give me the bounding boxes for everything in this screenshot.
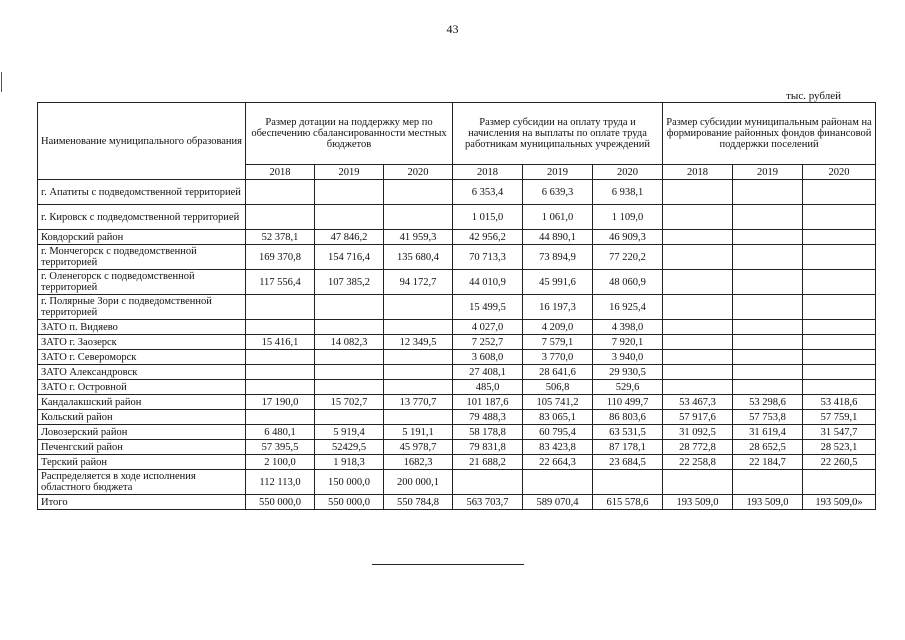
header-year: 2018 <box>246 165 315 180</box>
header-name: Наименование муниципального образования <box>38 103 246 180</box>
value-cell: 7 252,7 <box>453 335 523 350</box>
value-cell <box>663 295 733 320</box>
table-row <box>38 180 876 205</box>
value-cell <box>384 295 453 320</box>
value-cell <box>733 365 803 380</box>
value-cell <box>246 410 315 425</box>
value-cell <box>803 350 876 365</box>
value-cell: 42 956,2 <box>453 230 523 245</box>
value-cell: 1 109,0 <box>593 205 663 230</box>
value-cell: 63 531,5 <box>593 425 663 440</box>
value-cell <box>733 320 803 335</box>
row-name: Терский район <box>38 455 246 470</box>
value-cell <box>384 320 453 335</box>
value-cell: 193 509,0 <box>663 495 733 510</box>
row-name: ЗАТО Александровск <box>38 365 246 380</box>
row-name: Печенгский район <box>38 440 246 455</box>
value-cell: 169 370,8 <box>246 245 315 270</box>
table-row <box>38 425 876 440</box>
value-cell: 3 608,0 <box>453 350 523 365</box>
value-cell <box>803 205 876 230</box>
value-cell <box>733 230 803 245</box>
value-cell: 73 894,9 <box>523 245 593 270</box>
value-cell: 83 065,1 <box>523 410 593 425</box>
value-cell: 550 784,8 <box>384 495 453 510</box>
value-cell <box>315 350 384 365</box>
row-name: ЗАТО п. Видяево <box>38 320 246 335</box>
value-cell: 86 803,6 <box>593 410 663 425</box>
value-cell <box>315 205 384 230</box>
value-cell <box>315 295 384 320</box>
value-cell: 23 684,5 <box>593 455 663 470</box>
row-name: Кандалакшский район <box>38 395 246 410</box>
table-row <box>38 350 876 365</box>
header-year: 2020 <box>593 165 663 180</box>
value-cell: 28 772,8 <box>663 440 733 455</box>
value-cell: 550 000,0 <box>246 495 315 510</box>
value-cell <box>384 350 453 365</box>
value-cell: 1 918,3 <box>315 455 384 470</box>
header-year: 2019 <box>523 165 593 180</box>
value-cell <box>315 410 384 425</box>
value-cell: 28 523,1 <box>803 440 876 455</box>
table-row <box>38 470 876 495</box>
header-group-subsidy-balance: Размер дотации на поддержку мер по обеспечению сбалансированности местных бюджетов <box>246 103 453 165</box>
row-name: Ковдорский район <box>38 230 246 245</box>
value-cell <box>523 470 593 495</box>
value-cell: 58 178,8 <box>453 425 523 440</box>
value-cell <box>803 270 876 295</box>
table-row <box>38 245 876 270</box>
value-cell <box>246 295 315 320</box>
value-cell <box>733 180 803 205</box>
value-cell: 21 688,2 <box>453 455 523 470</box>
row-name: Распределяется в ходе исполнения областного бюджета <box>38 470 246 495</box>
row-name: г. Мончегорск с подведомственной территорией <box>38 245 246 270</box>
table-row <box>38 335 876 350</box>
value-cell: 589 070,4 <box>523 495 593 510</box>
value-cell: 506,8 <box>523 380 593 395</box>
value-cell: 15 702,7 <box>315 395 384 410</box>
value-cell: 16 925,4 <box>593 295 663 320</box>
row-name: ЗАТО г. Островной <box>38 380 246 395</box>
value-cell: 22 184,7 <box>733 455 803 470</box>
value-cell <box>246 380 315 395</box>
table-row <box>38 270 876 295</box>
units-label: тыс. рублей <box>786 90 841 102</box>
value-cell: 53 418,6 <box>803 395 876 410</box>
table-row <box>38 440 876 455</box>
value-cell <box>803 320 876 335</box>
value-cell: 110 499,7 <box>593 395 663 410</box>
value-cell <box>663 270 733 295</box>
table-row <box>38 455 876 470</box>
value-cell <box>663 365 733 380</box>
value-cell <box>246 320 315 335</box>
value-cell: 13 770,7 <box>384 395 453 410</box>
header-year: 2018 <box>663 165 733 180</box>
value-cell <box>803 470 876 495</box>
value-cell: 41 959,3 <box>384 230 453 245</box>
margin-mark <box>1 72 2 92</box>
table-row <box>38 365 876 380</box>
value-cell <box>733 380 803 395</box>
value-cell: 17 190,0 <box>246 395 315 410</box>
header-year: 2019 <box>315 165 384 180</box>
value-cell: 615 578,6 <box>593 495 663 510</box>
value-cell: 193 509,0» <box>803 495 876 510</box>
value-cell: 563 703,7 <box>453 495 523 510</box>
value-cell: 112 113,0 <box>246 470 315 495</box>
value-cell: 529,6 <box>593 380 663 395</box>
value-cell: 28 641,6 <box>523 365 593 380</box>
header-year: 2020 <box>384 165 453 180</box>
value-cell: 22 664,3 <box>523 455 593 470</box>
value-cell: 550 000,0 <box>315 495 384 510</box>
value-cell: 5 919,4 <box>315 425 384 440</box>
value-cell <box>246 365 315 380</box>
value-cell: 4 398,0 <box>593 320 663 335</box>
row-name: ЗАТО г. Североморск <box>38 350 246 365</box>
value-cell: 57 759,1 <box>803 410 876 425</box>
value-cell <box>246 180 315 205</box>
value-cell: 117 556,4 <box>246 270 315 295</box>
value-cell <box>803 365 876 380</box>
table-row <box>38 230 876 245</box>
value-cell <box>315 320 384 335</box>
value-cell <box>384 410 453 425</box>
value-cell <box>733 470 803 495</box>
value-cell <box>733 245 803 270</box>
value-cell: 45 991,6 <box>523 270 593 295</box>
value-cell <box>733 205 803 230</box>
value-cell: 6 938,1 <box>593 180 663 205</box>
value-cell <box>246 350 315 365</box>
value-cell: 79 831,8 <box>453 440 523 455</box>
value-cell: 44 890,1 <box>523 230 593 245</box>
row-name: г. Полярные Зори с подведомственной территорией <box>38 295 246 320</box>
header-year: 2019 <box>733 165 803 180</box>
table-row <box>38 410 876 425</box>
value-cell <box>315 380 384 395</box>
row-name: Кольский район <box>38 410 246 425</box>
table-row <box>38 295 876 320</box>
value-cell: 4 027,0 <box>453 320 523 335</box>
value-cell <box>453 470 523 495</box>
table-row <box>38 380 876 395</box>
header-group-subsidy-funds: Размер субсидии муниципальным районам на формирование районных фондов финансовой поддержки поселений <box>663 103 876 165</box>
table-row <box>38 395 876 410</box>
value-cell: 31 547,7 <box>803 425 876 440</box>
value-cell: 28 652,5 <box>733 440 803 455</box>
value-cell: 57 917,6 <box>663 410 733 425</box>
value-cell: 15 416,1 <box>246 335 315 350</box>
value-cell: 44 010,9 <box>453 270 523 295</box>
value-cell <box>803 180 876 205</box>
value-cell <box>663 180 733 205</box>
value-cell <box>384 205 453 230</box>
value-cell: 2 100,0 <box>246 455 315 470</box>
value-cell <box>663 320 733 335</box>
value-cell: 83 423,8 <box>523 440 593 455</box>
value-cell: 29 930,5 <box>593 365 663 380</box>
value-cell <box>663 230 733 245</box>
table-body <box>38 180 876 510</box>
value-cell: 1682,3 <box>384 455 453 470</box>
value-cell: 1 015,0 <box>453 205 523 230</box>
row-name: ЗАТО г. Заозерск <box>38 335 246 350</box>
value-cell <box>663 380 733 395</box>
value-cell: 3 770,0 <box>523 350 593 365</box>
value-cell <box>663 470 733 495</box>
value-cell: 5 191,1 <box>384 425 453 440</box>
value-cell <box>803 380 876 395</box>
row-name: г. Апатиты с подведомственной территорией <box>38 180 246 205</box>
value-cell: 135 680,4 <box>384 245 453 270</box>
table-row <box>38 205 876 230</box>
value-cell: 16 197,3 <box>523 295 593 320</box>
header-year: 2020 <box>803 165 876 180</box>
value-cell <box>733 350 803 365</box>
value-cell: 22 260,5 <box>803 455 876 470</box>
value-cell <box>803 295 876 320</box>
value-cell: 45 978,7 <box>384 440 453 455</box>
value-cell: 31 619,4 <box>733 425 803 440</box>
row-name: г. Оленегорск с подведомственной территорией <box>38 270 246 295</box>
value-cell: 87 178,1 <box>593 440 663 455</box>
value-cell: 48 060,9 <box>593 270 663 295</box>
value-cell <box>384 380 453 395</box>
value-cell <box>733 295 803 320</box>
row-name: Итого <box>38 495 246 510</box>
value-cell: 6 480,1 <box>246 425 315 440</box>
value-cell: 52 378,1 <box>246 230 315 245</box>
value-cell: 200 000,1 <box>384 470 453 495</box>
page-number: 43 <box>446 22 459 36</box>
value-cell: 7 920,1 <box>593 335 663 350</box>
value-cell: 150 000,0 <box>315 470 384 495</box>
value-cell <box>733 270 803 295</box>
budget-table <box>37 102 876 510</box>
value-cell: 3 940,0 <box>593 350 663 365</box>
value-cell: 53 298,6 <box>733 395 803 410</box>
value-cell: 47 846,2 <box>315 230 384 245</box>
value-cell: 57 395,5 <box>246 440 315 455</box>
value-cell: 53 467,3 <box>663 395 733 410</box>
value-cell: 6 353,4 <box>453 180 523 205</box>
value-cell: 52429,5 <box>315 440 384 455</box>
value-cell: 60 795,4 <box>523 425 593 440</box>
value-cell: 12 349,5 <box>384 335 453 350</box>
value-cell: 31 092,5 <box>663 425 733 440</box>
value-cell: 107 385,2 <box>315 270 384 295</box>
value-cell <box>315 365 384 380</box>
table-row <box>38 320 876 335</box>
value-cell: 7 579,1 <box>523 335 593 350</box>
row-name: г. Кировск с подведомственной территорией <box>38 205 246 230</box>
header-year: 2018 <box>453 165 523 180</box>
value-cell <box>803 230 876 245</box>
value-cell <box>733 335 803 350</box>
value-cell: 22 258,8 <box>663 455 733 470</box>
value-cell: 105 741,2 <box>523 395 593 410</box>
value-cell <box>663 350 733 365</box>
value-cell: 154 716,4 <box>315 245 384 270</box>
footnote-separator <box>372 564 524 565</box>
value-cell: 94 172,7 <box>384 270 453 295</box>
value-cell: 57 753,8 <box>733 410 803 425</box>
value-cell: 14 082,3 <box>315 335 384 350</box>
value-cell <box>663 205 733 230</box>
value-cell <box>315 180 384 205</box>
value-cell <box>803 335 876 350</box>
value-cell: 101 187,6 <box>453 395 523 410</box>
value-cell: 77 220,2 <box>593 245 663 270</box>
value-cell: 27 408,1 <box>453 365 523 380</box>
value-cell <box>663 245 733 270</box>
value-cell: 79 488,3 <box>453 410 523 425</box>
row-name: Ловозерский район <box>38 425 246 440</box>
header-group-subsidy-salary: Размер субсидии на оплату труда и начисления на выплаты по оплате труда работникам муниципальных учреждений <box>453 103 663 165</box>
value-cell <box>384 180 453 205</box>
value-cell <box>384 365 453 380</box>
value-cell: 485,0 <box>453 380 523 395</box>
value-cell <box>803 245 876 270</box>
value-cell <box>593 470 663 495</box>
value-cell: 46 909,3 <box>593 230 663 245</box>
value-cell <box>246 205 315 230</box>
value-cell <box>663 335 733 350</box>
value-cell: 193 509,0 <box>733 495 803 510</box>
value-cell: 70 713,3 <box>453 245 523 270</box>
value-cell: 4 209,0 <box>523 320 593 335</box>
value-cell: 6 639,3 <box>523 180 593 205</box>
table-row <box>38 495 876 510</box>
value-cell: 1 061,0 <box>523 205 593 230</box>
value-cell: 15 499,5 <box>453 295 523 320</box>
